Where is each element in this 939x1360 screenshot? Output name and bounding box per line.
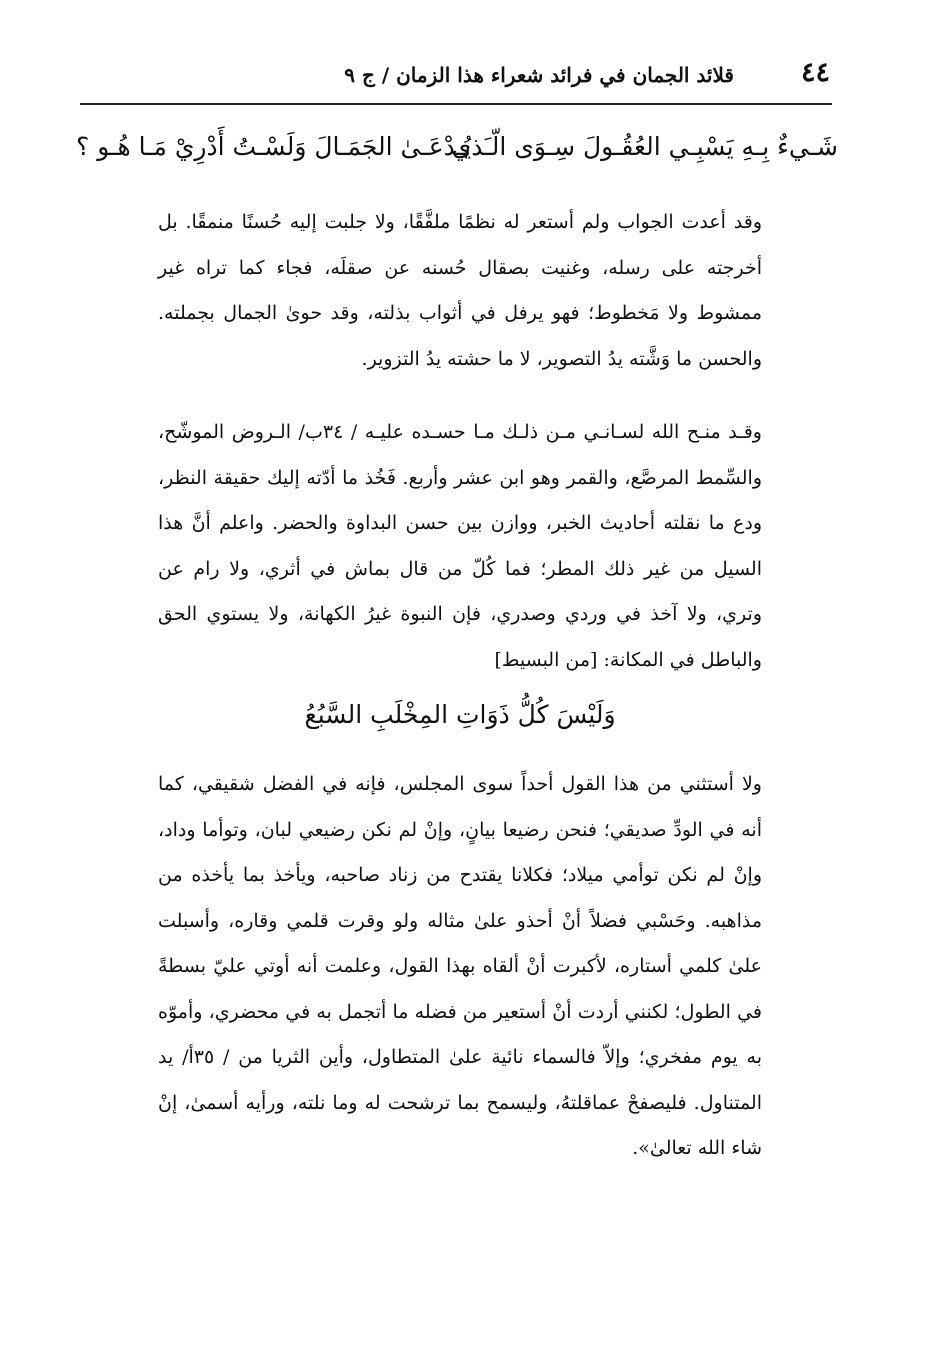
verse-line [76, 122, 838, 172]
header-divider [80, 103, 832, 105]
paragraph-2: وقـد منـح الله لسـانـي مـن ذلـك مـا حسـده عليـه / ٣٤ب/ الـروض الموشّح، والسِّمط المرصَّع، والقمر وهو ابن عشر وأربع. فَخُذ ما أدّته إليك حقيقة النظر، ودع ما نقلته أحاديث الخبر، ووازن بين حسن البداوة والحضر. واعلم أنَّ هذا السيل من غير ذلك المطر؛ فما كُلّ من قال بماش في أثري، ولا رام عن وتري، ولا آخذ في وردي وصدري، فإن النبوة غيرُ الكهانة، ولا يستوي الحق والباطل في المكانة: [من البسيط] [158, 421, 762, 671]
verse-first-hemistich: شَـيءٌ بِـهِ يَسْبِـي العُقُـولَ سِـوَى الّـَذي [451, 132, 838, 161]
running-title: قلائد الجمان في فرائد شعراء هذا الزمان / ج ٩ [344, 63, 734, 87]
paragraph-3: ولا أستثني من هذا القول أحداً سوى المجلس، فإنه في الفضل شقيقي، كما أنه في الودِّ صديقي؛ فنحن رضيعا بيانٍ، وإنْ لم نكن رضيعي لبان، وتوأما وداد، وإنْ لم نكن توأمي ميلاد؛ فكلانا يقتدح من زناد صاحبه، ويأخذ بما يأخذه من مذاهبه. وحَسْبي فضلاً أنْ أحذو علىٰ مثاله ولو وقرت قلمي وقاره، وأسبلت علىٰ كلمي أستاره، لأكبرت أنْ ألقاه بهذا القول، وعلمت أنه أوتي عليّ بسطةً في الطول؛ لكنني أردت أنْ أستعير من فضله ما أتجمل به في محضري، وأموّه به يوم مفخري؛ وإلاّ فالسماء نائية علىٰ المتطاول، وأين الثريا من / ٣٥أ/ يد المتناول. فليصفحْ عماقلتهُ، وليسمح بما ترشحت له وما نلته، ورأيه أسمىٰ، إنْ شاء الله تعالىٰ». [158, 773, 762, 1159]
paragraph-1: وقد أعدت الجواب ولم أستعر له نظمًا ملفَّقًا، ولا جلبت إليه حُسنًا منمقًا. بل أخرجته على رسله، وغنيت بصقال حُسنه عن صقلَه، فجاء كما تراه غير ممشوط ولا مَخطوط؛ فهو يرفل في أثواب بذلته، وقد حوىٰ الجمال بجملته. والحسن ما وَشَّته يدُ التصوير، لا ما حشته يدُ التزوير. [158, 211, 762, 370]
quoted-verse: وَلَيْسَ كُلُّ ذَوَاتِ المِخْلَبِ السَّبُعُ [304, 700, 616, 729]
verse-second-hemistich: يُـدْعَـىٰ الجَمَـالَ وَلَسْـتُ أَدْرِيْ مَـا هُـو ؟ [76, 132, 472, 161]
page-number: ٤٤ [800, 57, 830, 88]
page-header [150, 56, 830, 96]
